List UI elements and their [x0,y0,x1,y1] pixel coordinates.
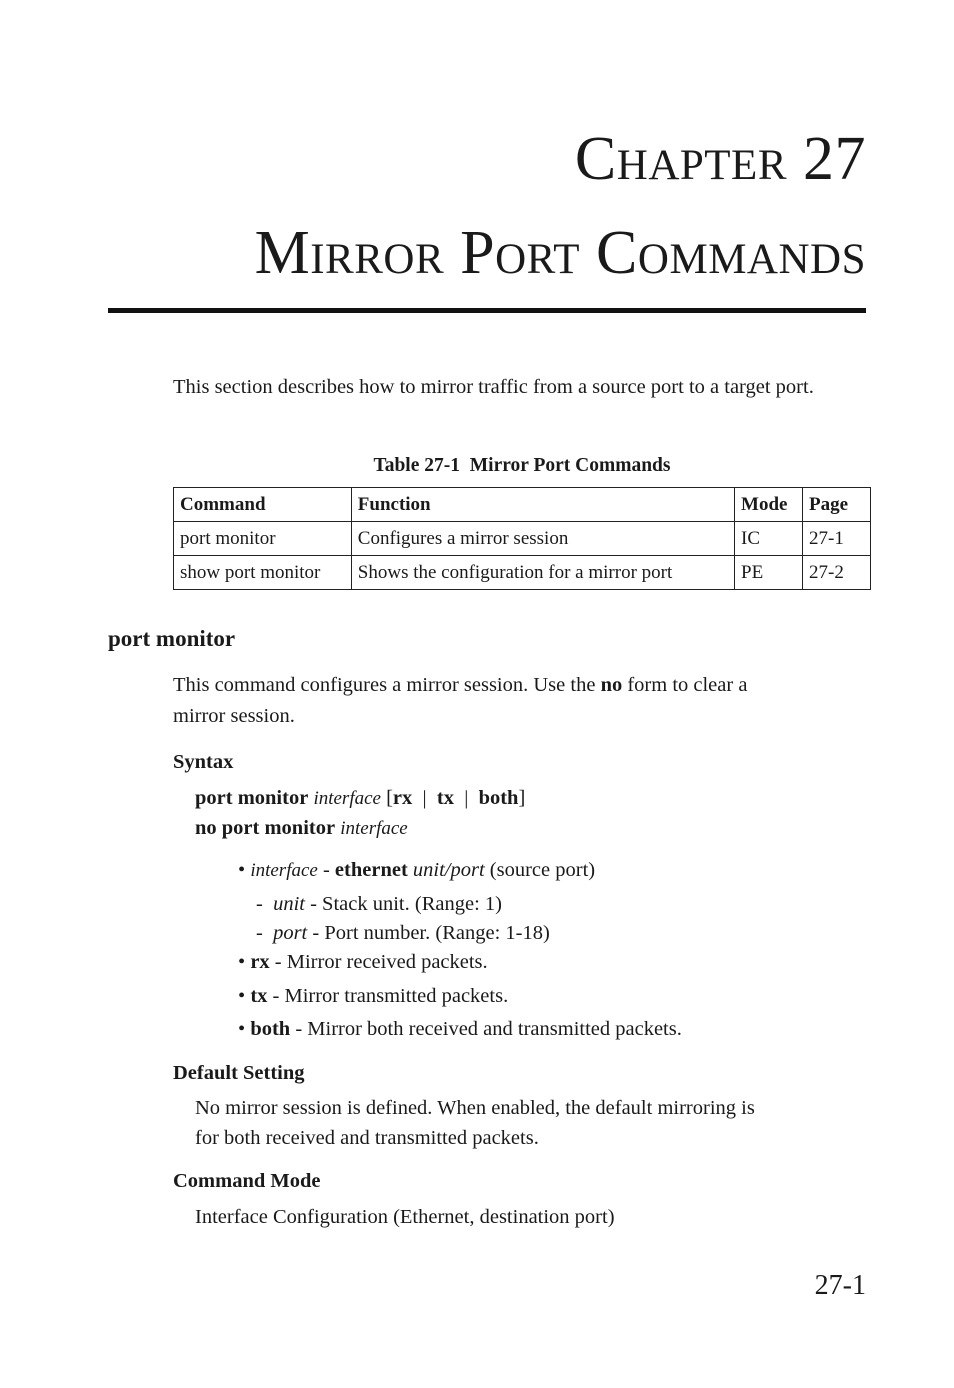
syntax-argument: interface [340,818,408,839]
syntax-line-1 [195,787,525,810]
table-header-row [174,488,871,522]
table-cell: IC [735,522,803,556]
table-header-cell: Command [174,488,352,522]
param-name: both [250,1018,291,1040]
description-text: form to clear a [622,674,748,696]
page-number: 27-1 [814,1270,866,1301]
param-desc: - Mirror transmitted packets. [267,985,509,1007]
bullet-icon: • [238,951,246,973]
table-header-cell: Function [351,488,734,522]
default-setting-text-line2: for both received and transmitted packets. [195,1127,539,1149]
param-argument: unit/port [412,859,485,881]
table-cell: 27-2 [803,556,871,590]
table-header-cell: Page [803,488,871,522]
section-description-line2: mirror session. [173,705,295,727]
intro-paragraph: This section describes how to mirror traffic from a source port to a target port. [173,376,814,398]
bullet-icon: • [238,985,246,1007]
param-desc: - Mirror received packets. [269,951,488,973]
syntax-argument: interface [313,788,381,809]
description-text: This command configures a mirror session. Use the [173,674,601,696]
param-name: interface [250,860,318,881]
param-desc: - Port number. (Range: 1-18) [307,922,550,944]
table-cell: 27-1 [803,522,871,556]
table-cell: PE [735,556,803,590]
table-cell: port monitor [174,522,352,556]
chapter-number-title: Chapter 27 [574,125,866,193]
subparam-port [256,922,550,945]
chapter-divider [108,308,866,313]
syntax-bracket: [ [380,787,393,809]
table-cell: show port monitor [174,556,352,590]
table-cell: Shows the configuration for a mirror port [351,556,734,590]
bullet-icon: • [238,859,246,881]
syntax-option-rx: rx [392,787,413,809]
subparam-unit [256,893,502,916]
param-rx [238,951,488,974]
bullet-icon: • [238,1018,246,1040]
section-description [173,674,747,697]
syntax-option-both: both [478,787,519,809]
param-name: port [273,922,308,944]
command-mode-heading: Command Mode [173,1170,321,1192]
param-dash: - [317,859,335,881]
param-name: rx [250,951,270,973]
param-desc: - Stack unit. (Range: 1) [304,893,502,915]
dash-icon: - [256,922,263,944]
param-tx [238,985,508,1008]
param-interface [238,859,595,882]
param-name: unit [273,893,305,915]
param-desc: - Mirror both received and transmitted packets. [290,1018,682,1040]
default-setting-heading: Default Setting [173,1062,305,1084]
table-row [174,556,871,590]
commands-table [173,487,871,590]
param-desc: (source port) [484,859,596,881]
syntax-line-2 [195,817,408,840]
param-keyword: ethernet [334,859,408,881]
chapter-title: Mirror Port Commands [254,219,866,287]
table-cell: Configures a mirror session [351,522,734,556]
syntax-bracket: ] [518,787,526,809]
syntax-option-tx: tx [436,787,454,809]
section-heading: port monitor [108,626,236,651]
param-name: tx [250,985,268,1007]
default-setting-text: No mirror session is defined. When enabled, the default mirroring is [195,1097,755,1119]
syntax-command: port monitor [195,787,309,809]
syntax-separator: | [422,787,427,809]
syntax-heading: Syntax [173,751,234,773]
param-both [238,1018,682,1041]
syntax-command: no port monitor [195,817,336,839]
table-caption: Table 27-1 Mirror Port Commands [373,455,671,476]
command-mode-text: Interface Configuration (Ethernet, destination port) [195,1206,615,1228]
table-header-cell: Mode [735,488,803,522]
description-keyword: no [600,674,623,696]
dash-icon: - [256,893,263,915]
syntax-separator: | [464,787,469,809]
table-row [174,522,871,556]
